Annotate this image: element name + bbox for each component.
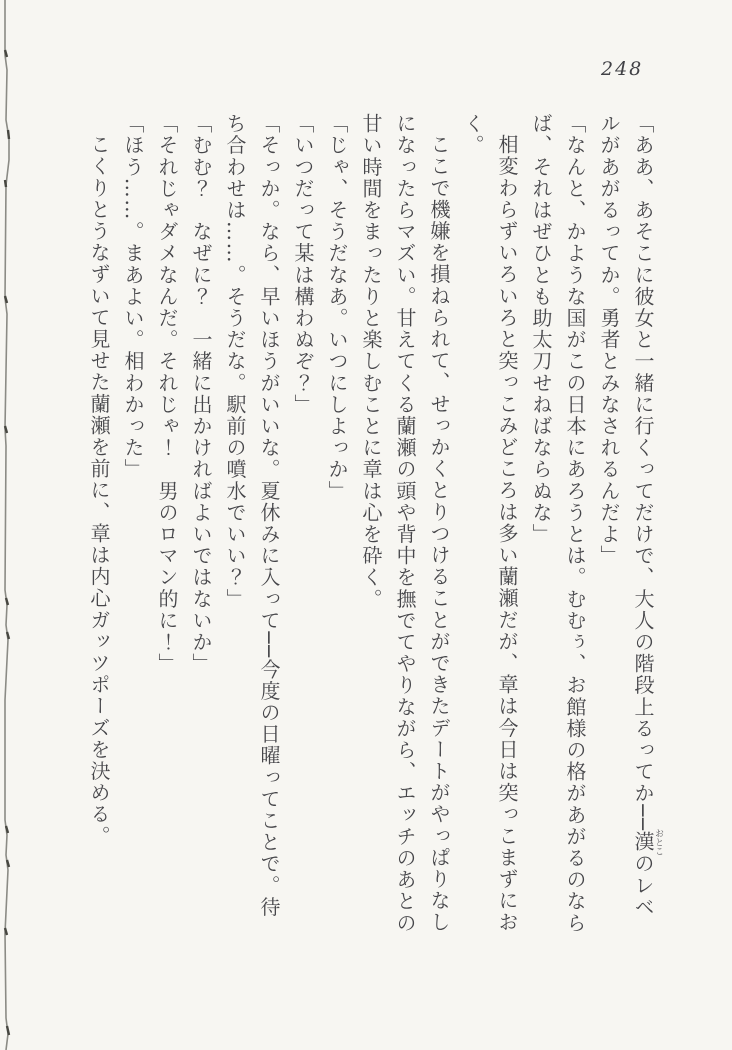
text-line: ば、それはぜひとも助太刀せねばならぬな」 [529,113,553,545]
text-line: こくりとうなずいて見せた蘭瀬を前に、章は内心ガッツポーズを決める。 [87,134,111,847]
ruby-annotation [631,828,663,856]
ruby-furigana: おとこ [653,828,663,856]
text-line: ルがあがるってか。勇者とみなされるんだよ」 [597,113,621,567]
line-text: 「ああ、あそこに彼女と一緒に行くってだけで、大人の階段上るってか── [631,113,655,832]
text-line: 「なんと、かような国がこの日本にあろうとは。むむぅ、お館様の格があがるのなら [563,113,587,934]
text-line: 相変わらずいろいろと突っこみどころは多い蘭瀬だが、章は今日は突っこまずにお [495,134,519,934]
text-line: 「じゃ、そうだなあ。いつにしよっか」 [325,113,349,502]
text-block [82,113,663,946]
text-line: 「ほう……。まあよい。相わかった」 [121,113,145,481]
line-text: のレベ [631,853,655,918]
text-line: ち合わせは……。そうだな。駅前の噴水でいい？」 [223,113,247,610]
page-edge-artifact [0,0,16,1050]
text-line: 「むむ？ なぜに？ 一緒に出かければよいではないか」 [189,113,213,675]
text-line: 「そっか。なら、早いほうがいいな。夏休みに入って──今度の日曜ってことで。待 [257,113,281,918]
text-line: 「いつだって某は構わぬぞ？」 [291,113,315,416]
text-line: 甘い時間をまったりと楽しむことに章は心を砕く。 [359,113,383,610]
text-line: になったらマズい。甘えてくる蘭瀬の頭や背中を撫でてやりながら、エッチのあとの [393,113,417,934]
text-line: く。 [461,113,485,157]
text-line [626,113,663,946]
page-number: 248 [601,58,644,80]
text-line: 「それじゃダメなんだ。それじゃ！ 男のロマン的に！」 [155,113,179,675]
ruby-base: 漢 [631,828,655,856]
text-line: ここで機嫌を損ねられて、せっかくとりつけることができたデートがやっぱりなし [427,134,451,934]
